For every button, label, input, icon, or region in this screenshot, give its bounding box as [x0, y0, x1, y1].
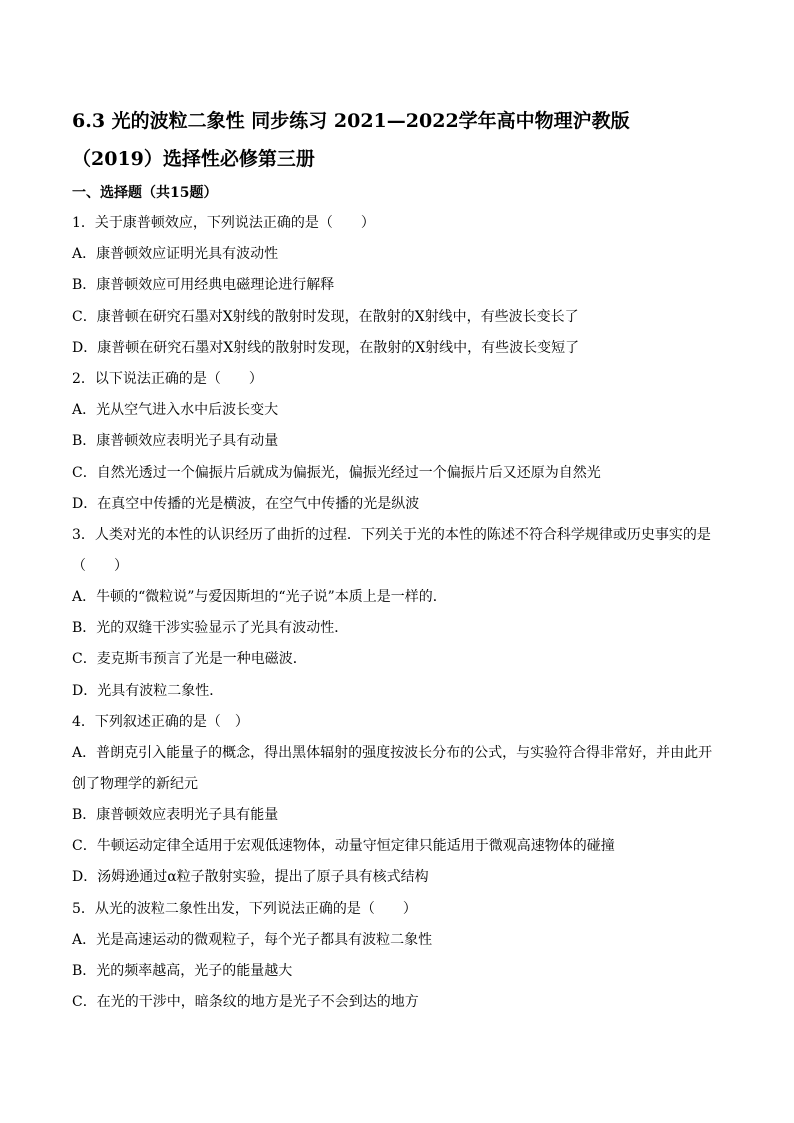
- option-d: D．康普顿在研究石墨对X射线的散射时发现，在散射的X射线中，有些波长变短了: [72, 339, 580, 356]
- question-stem: 1．关于康普顿效应，下列说法正确的是（ ）: [72, 215, 375, 231]
- section-heading: 一、选择题（共15题）: [72, 185, 218, 201]
- question-stem: 5．从光的波粒二象性出发，下列说法正确的是（ ）: [72, 900, 417, 917]
- option-a: A．牛顿的“微粒说”与爱因斯坦的“光子说”本质上是一样的．: [72, 589, 447, 606]
- question-3: [72, 520, 724, 707]
- option-b: B．康普顿效应可用经典电磁理论进行解释: [72, 277, 335, 294]
- option-b: B．康普顿效应表明光子具有能量: [72, 807, 279, 824]
- question-stem: 2．以下说法正确的是（ ）: [72, 371, 263, 388]
- option-a: A．普朗克引入能量子的概念，得出黑体辐射的强度按波长分布的公式，与实验符合得非常好，并由此开创了物理学的新纪元: [72, 745, 713, 793]
- question-stem: 4．下列叙述正确的是（ ）: [72, 713, 249, 730]
- document-title: [72, 102, 724, 178]
- option-b: B．光的频率越高，光子的能量越大: [72, 963, 293, 980]
- option-c: C．康普顿在研究石墨对X射线的散射时发现，在散射的X射线中，有些波长变长了: [72, 308, 579, 325]
- title-line-2: （2019）选择性必修第三册: [72, 148, 315, 170]
- option-b: B．康普顿效应表明光子具有动量: [72, 433, 279, 450]
- option-c: C．自然光透过一个偏振片后就成为偏振光，偏振光经过一个偏振片后又还原为自然光: [72, 464, 601, 481]
- question-5: [72, 894, 724, 1019]
- option-a: A．光从空气进入水中后波长变大: [72, 402, 279, 419]
- option-c: C．牛顿运动定律全适用于宏观低速物体，动量守恒定律只能适用于微观高速物体的碰撞: [72, 838, 615, 855]
- question-4: [72, 707, 724, 894]
- question-2: [72, 364, 724, 520]
- option-d: D．汤姆逊通过α粒子散射实验，提出了原子具有核式结构: [72, 869, 429, 886]
- option-a: A．光是高速运动的微观粒子，每个光子都具有波粒二象性: [72, 931, 433, 948]
- question-stem: 3．人类对光的本性的认识经历了曲折的过程．下列关于光的本性的陈述不符合科学规律或历史事实的是（ ）: [72, 527, 711, 575]
- option-a: A．康普顿效应证明光具有波动性: [72, 246, 279, 263]
- option-b: B．光的双缝干涉实验显示了光具有波动性．: [72, 620, 349, 637]
- question-1: [72, 208, 724, 364]
- option-d: D．光具有波粒二象性．: [72, 682, 224, 699]
- option-c: C．在光的干涉中，暗条纹的地方是光子不会到达的地方: [72, 994, 419, 1011]
- title-line-1: 6.3 光的波粒二象性 同步练习 2021—2022学年高中物理沪教版: [72, 110, 630, 132]
- option-d: D．在真空中传播的光是横波，在空气中传播的光是纵波: [72, 495, 420, 512]
- option-c: C．麦克斯韦预言了光是一种电磁波．: [72, 651, 307, 668]
